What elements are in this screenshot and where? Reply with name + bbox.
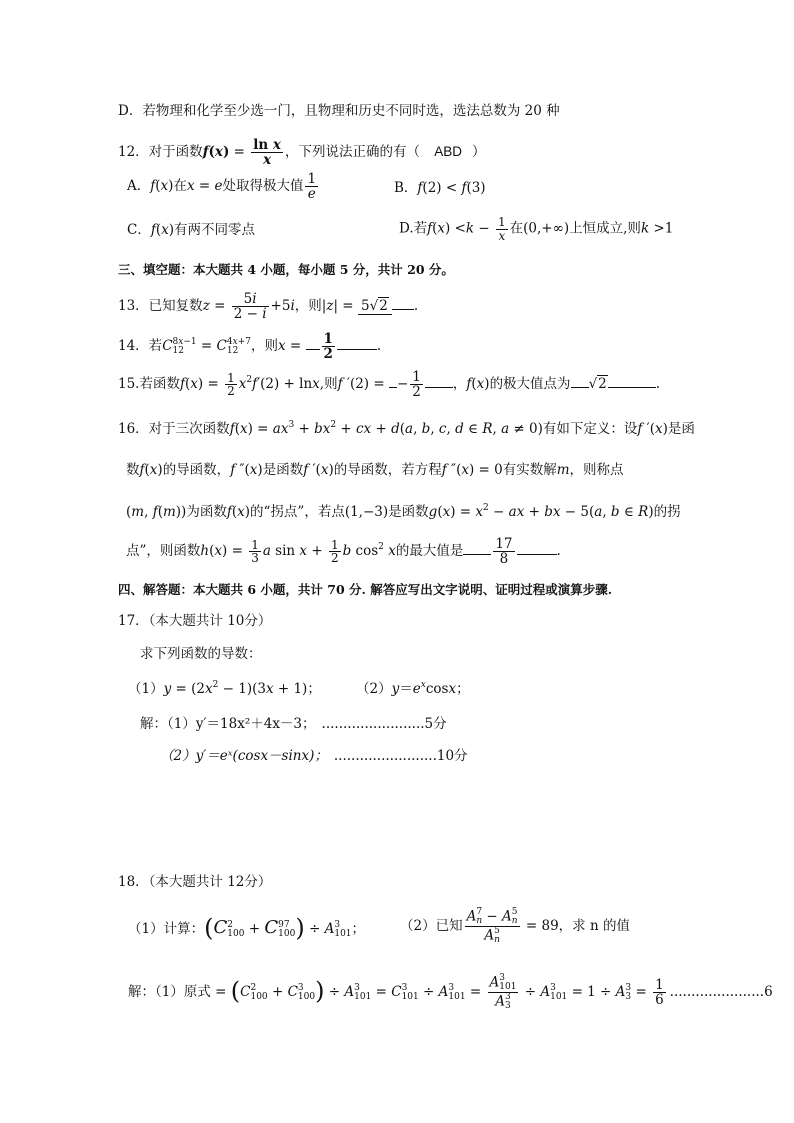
q16-line2c: 是函数: [262, 462, 304, 478]
q17-solution2: [160, 748, 468, 764]
q16-line2b: 的导函数，: [162, 462, 231, 478]
q16-line3d: 的拐: [653, 504, 681, 520]
q16-line2f: ，则称点: [569, 462, 624, 478]
q17-part2: $(2)y=e^x\cos x$；: [356, 680, 470, 697]
q18-part2: （2）已知 A 7 n − A 5 n A 5 n = 89，求 n 的值: [400, 907, 630, 945]
q16-line1c: 是函: [667, 421, 695, 437]
q13-mid: ，则: [294, 298, 322, 315]
q16-line4b: 的最大值是: [395, 543, 464, 560]
q14: 14．若C 8x−1 12 = C 4x+7 12 ，则x = $\frac{1}{2}$ .: [118, 331, 382, 363]
q15: 15.若函数f(x) = $\frac{1}{2}$ $x^2f'(2) + \ln x$,则f ′(2) = − $\frac{1}{2}$ ，f(x)的极大值点为 √2 .: [118, 369, 661, 401]
q12-option-b: B．f(2) < f(3): [394, 180, 486, 196]
q16-line2: 数f(x)的导函数，f ″(x)是函数f ′(x)的导函数，若方程f ″(x) = 0有实数解m，则称点: [126, 462, 624, 478]
q15-end: .: [655, 376, 661, 393]
q12-option-d: D.若f(x) <k − $\frac{1}{x}$ 在(0,+∞)上恒成立,则k >1: [399, 215, 674, 243]
q15-prefix: 15.若函数: [118, 376, 180, 393]
q15-mid2: ，: [452, 376, 467, 393]
q16-line1: 16．对于三次函数$f(x) = ax^3 + bx^2$ + cx + d(a, b, c, d ∈ R, a ≠ 0)有如下定义：设f ′(x)是函: [118, 420, 695, 437]
q14-mid: ，则: [250, 338, 278, 355]
q12-option-a-text: 在: [173, 178, 187, 195]
q16-line4: 点”，则函数h(x) = $\frac{1}{3}$ a sin x + $\frac{1}{2}$ b $\cos^2 x$的最大值是 $\frac{17}{8}$ .: [126, 536, 561, 568]
q17-title: 17．（本大题共计 10分）: [118, 613, 272, 629]
q18-solution-label: 解：（1）原式: [128, 984, 211, 1000]
q16-end: .: [556, 543, 561, 560]
q17-solution1: [140, 716, 447, 732]
q13-answer: 5√2: [358, 298, 392, 315]
q16-answer: $\frac{17}{8}$: [495, 536, 513, 568]
q12-option-d-label: D.若: [399, 220, 428, 237]
q15-mid3: 的极大值点为: [489, 376, 571, 393]
q17-solution2-text: （2）y′＝eˣ(cosx－sinx)；: [160, 748, 328, 764]
q18-title: 18．（本大题共计 12分）: [118, 874, 272, 890]
q11-option-d: D．若物理和化学至少选一门，且物理和历史不同时选，选法总数为 20 种: [118, 103, 560, 119]
q12-option-c-label: C．: [127, 222, 151, 238]
q12-answer: ABD: [434, 144, 463, 160]
q16-line1a: 16．对于三次函数: [118, 421, 230, 437]
q18-solution1: 解：（1）原式 = (C 2 100 + C 3 100 ) ÷ A 3 101 = C 3 101 ÷ A 3 101 = A 3 101 A 3 3 ÷ A 3 101 = 1 ÷ A 3 3 = $\frac{1}{6}$ ......................6: [128, 973, 773, 1011]
section3-heading: 三、填空题：本大题共 4 小题，每小题 5 分，共计 20 分。: [118, 262, 454, 277]
q12-stem-suffix: ，下列说法正确的有（: [284, 144, 420, 161]
q12-option-a-text2: 处取得极大值: [222, 178, 304, 195]
q16-line3a: 为函数: [186, 504, 227, 520]
q16-line2d: 的导函数，若方程: [333, 462, 442, 478]
q14-prefix: 14．若: [118, 338, 163, 355]
q17-solution2-score: ........................10分: [333, 748, 468, 764]
q13: 13．已知复数z = $\frac{5i}{2 - i}$ +5i，则|z| = 5√2 .: [118, 291, 419, 323]
q14-end: .: [376, 338, 382, 355]
q12-option-c: C．f(x)有两不同零点: [127, 222, 256, 238]
q12-stem-prefix: 12．对于函数: [118, 144, 203, 161]
q18-part2-label: （2）已知: [400, 918, 463, 934]
q17-part1: $(1)y = (2x^2 - 1)(3x + 1)$；: [128, 680, 321, 697]
q12-close: ）: [472, 144, 486, 161]
section4-heading: 四、解答题：本大题共 6 小题，共计 70 分. 解答应写出文字说明、证明过程或演算步骤.: [118, 582, 613, 597]
q12-option-a-label: A．: [127, 178, 151, 195]
q18-solution1-score: ......................6: [669, 984, 773, 1000]
q12-option-a: A．f(x)在x = e处取得极大值 $\frac{1}{e}$: [127, 171, 317, 203]
q16-line3c: 是函数: [388, 504, 429, 520]
q16-line3: (m, f(m))为函数f(x)的“拐点”，若点(1,−3)是函数$g(x) = x^2$ − ax + bx − 5(a, b ∈ R)的拐: [126, 503, 681, 520]
q12-option-d-text2: 上恒成立,则: [569, 220, 641, 237]
q16-line2a: 数: [126, 462, 140, 478]
q17-solution1-text: （1）y′＝18x²＋4x－3；: [167, 716, 316, 732]
q17-solution1-score: ........................5分: [321, 716, 447, 732]
q16-line2e: 有实数解: [502, 462, 557, 478]
q17-part2-label: （2）: [356, 681, 392, 697]
q12-stem: 12．对于函数f(x) = $\frac{\text{ln x}}{x}$ ，下列说法正确的有（ ABD ）: [118, 137, 486, 169]
q16-line4a: 点”，则函数: [126, 543, 201, 560]
q12-option-c-text: 有两不同零点: [174, 222, 256, 238]
q15-mid: ,则: [319, 376, 338, 393]
q18-part2-text: ，求 n 的值: [558, 918, 630, 934]
q12-option-b-label: B．: [394, 180, 418, 196]
q18-part1: （1）计算：(C 2 100 + C 97 100 ) ÷ A 3 101 ；: [128, 914, 366, 942]
q17-part1-label: （1）: [128, 681, 164, 697]
q17-prompt: 求下列函数的导数：: [140, 646, 262, 662]
q13-prefix: 13．已知复数: [118, 298, 203, 315]
q12-option-d-text: 在: [509, 220, 524, 237]
q16-line1b: 有如下定义：设: [542, 421, 638, 437]
q16-line3b: 的“拐点”，若点: [250, 504, 345, 520]
q13-end: .: [413, 298, 419, 315]
q17-solution-label: 解：: [140, 716, 167, 732]
q18-part1-label: （1）计算：: [128, 921, 205, 937]
